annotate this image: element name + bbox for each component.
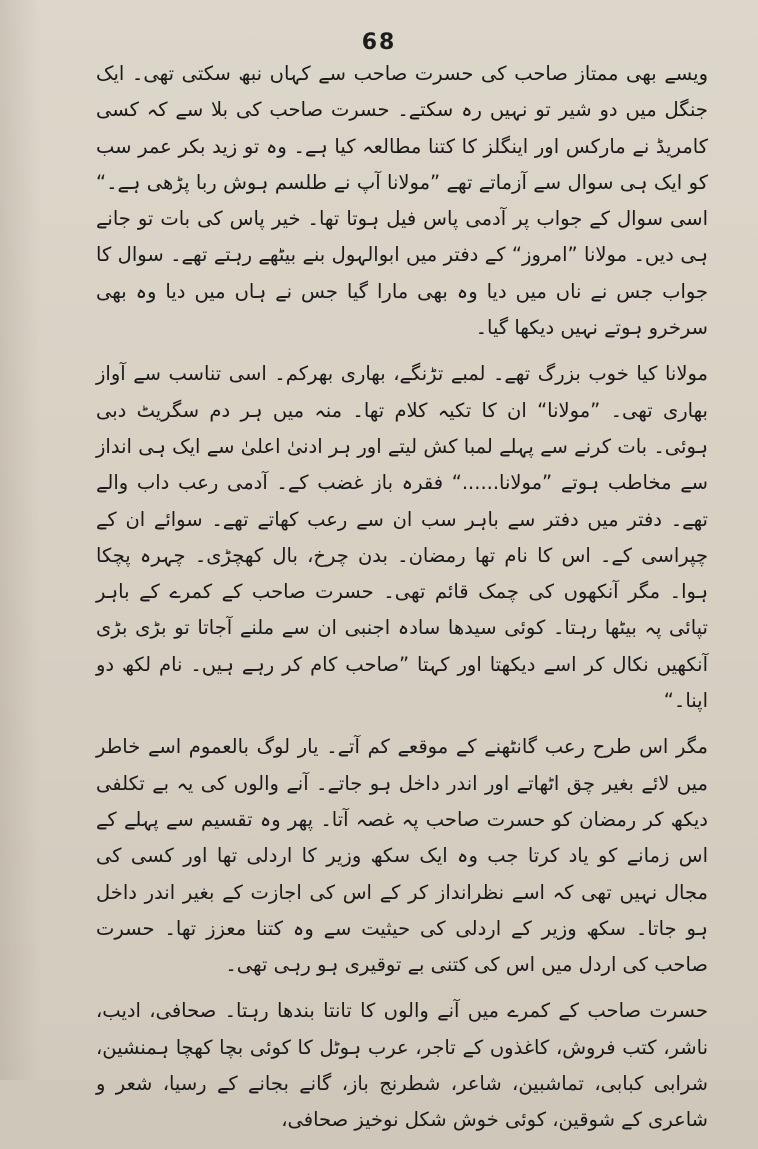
paragraph-1: ویسے بھی ممتاز صاحب کی حسرت صاحب سے کہاں نبھ سکتی تھی۔ ایک جنگل میں دو شیر تو نہیں رہ سکتے۔ حسرت صاحب کی بلا سے کہ کسی کامریڈ نے مارکس اور اینگلز کا کتنا مطالعہ کیا ہے۔ وہ تو زید بکر عمر سب کو ایک ہی سوال سے آزماتے تھے ”مولانا آپ نے طلسم ہوش ربا پڑھی ہے۔“ اسی سوال کے جواب پر آدمی پاس فیل ہوتا تھا۔ خیر پاس کی بات تو جانے ہی دیں۔ مولانا ”امروز“ کے دفتر میں ابوالہول بنے بیٹھے رہتے تھے۔ سوال کا جواب جس نے ناں میں دیا وہ بھی مارا گیا جس نے ہاں میں دیا وہ بھی سرخرو ہوتے نہیں دیکھا گیا۔ bbox=[96, 62, 708, 340]
paragraph-2: مولانا کیا خوب بزرگ تھے۔ لمبے تڑنگے، بھاری بھرکم۔ اسی تناسب سے آواز بھاری تھی۔ ”مولانا“ ان کا تکیہ کلام تھا۔ منہ میں ہر دم سگریٹ دبی ہوئی۔ بات کرنے سے پہلے لمبا کش لیتے اور ہر ادنیٰ اعلیٰ سے ایک ہی انداز سے مخاطب ہوتے ”مولانا......“ فقرہ باز غضب کے۔ آدمی رعب داب والے تھے۔ دفتر میں دفتر سے باہر سب ان سے رعب کھاتے تھے۔ سوائے ان کے چپراسی کے۔ اس کا نام تھا رمضان۔ بدن چرخ، بال کھچڑی۔ چہرہ پچکا ہوا۔ مگر آنکھوں کی چمک قائم تھی۔ حسرت صاحب کے کمرے کے باہر تپائی پہ بیٹھا رہتا۔ کوئی سیدھا سادہ اجنبی ان سے ملنے آجاتا تو بڑی بڑی آنکھیں نکال کر اسے دیکھتا اور کہتا ”صاحب کام کر رہے ہیں۔ نام لکھ دو اپنا۔“ bbox=[96, 362, 708, 713]
paragraph-3: مگر اس طرح رعب گانٹھنے کے موقعے کم آتے۔ یار لوگ بالعموم اسے خاطر میں لائے بغیر چق اٹھاتے اور اندر داخل ہو جاتے۔ آنے والوں کی یہ بے تکلفی دیکھ کر رمضان کو حسرت صاحب پہ غصہ آتا۔ پھر وہ تقسیم سے پہلے کے اس زمانے کو یاد کرتا جب وہ ایک سکھ وزیر کا اردلی تھا اور کسی کی مجال نہیں تھی کہ اسے نظرانداز کر کے اس کی اجازت کے بغیر اندر داخل ہو جاتا۔ سکھ وزیر کے اردلی کی حیثیت سے وہ کتنا معزز تھا۔ حسرت صاحب کی اردل میں اس کی کتنی بے توقیری ہو رہی تھی۔ bbox=[96, 735, 708, 977]
body-text bbox=[96, 56, 708, 1149]
paragraph-4: حسرت صاحب کے کمرے میں آنے والوں کا تانتا بندھا رہتا۔ صحافی، ادیب، ناشر، کتب فروش، کاغذوں کے تاجر، عرب ہوٹل کا کوئی بچا کھچا ہمنشین، شرابی کبابی، تماشبین، شاعر، شطرنج باز، گانے بجانے کے رسیا، شعر و شاعری کے شوقین، کوئی خوش شکل نوخیز صحافی، bbox=[96, 999, 708, 1132]
binding-shadow bbox=[0, 0, 40, 1080]
page-number: 68 bbox=[361, 30, 397, 55]
